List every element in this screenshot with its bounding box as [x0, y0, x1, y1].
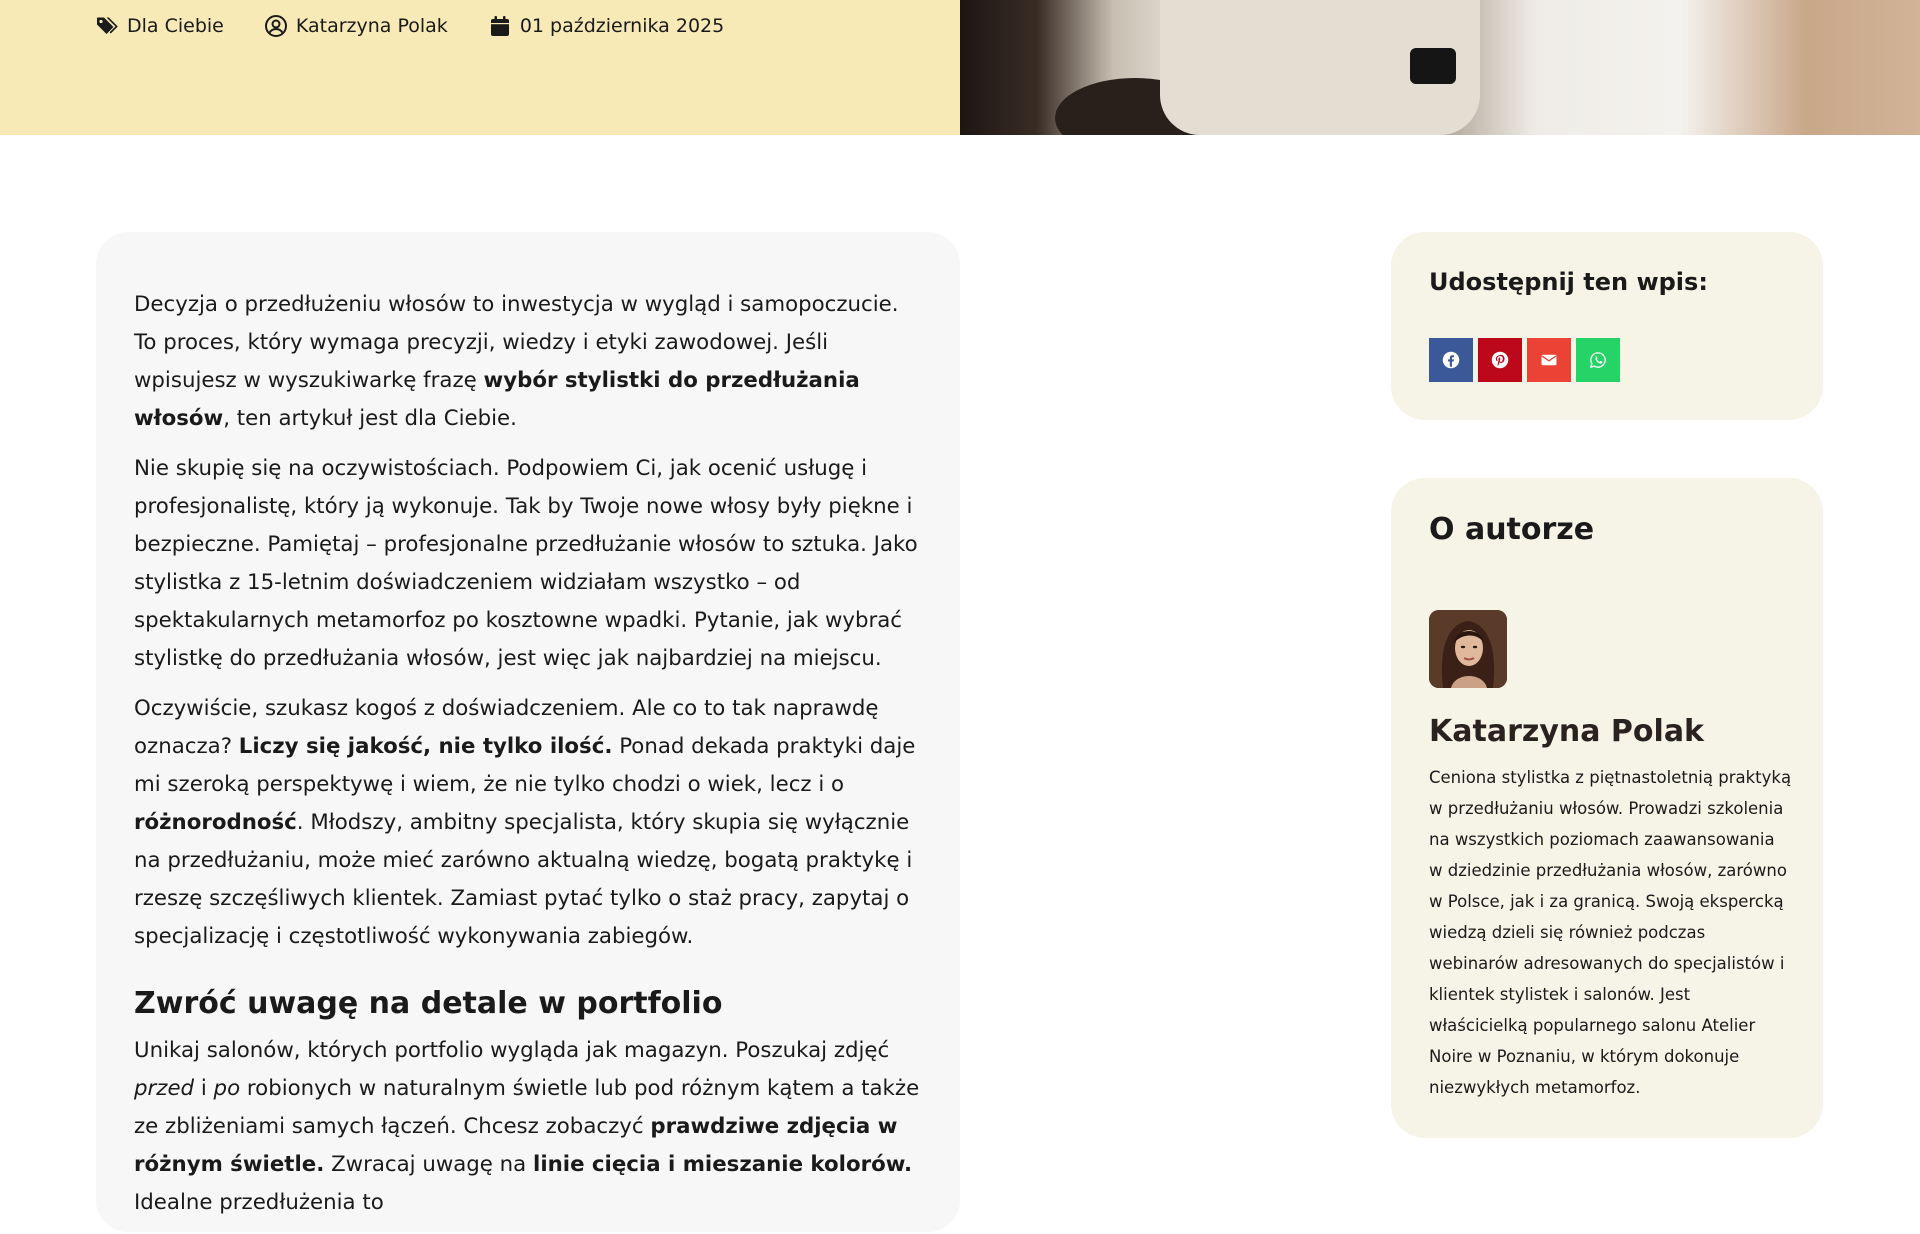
share-pinterest-button[interactable] [1478, 338, 1522, 382]
tags-icon [95, 14, 119, 38]
user-circle-icon [264, 14, 288, 38]
share-buttons [1429, 338, 1620, 382]
hero-image [960, 0, 1920, 135]
article-paragraph-1: Decyzja o przedłużeniu włosów to inwestycja w wygląd i samopoczucie. To proces, który wymaga precyzji, wiedzy i etyki zawodowej. Jeśli wpisujesz w wyszukiwarkę frazę wybór stylistki do przedłużania włosów, ten artykuł jest dla Ciebie. [134, 292, 899, 431]
author-name[interactable]: Katarzyna Polak [1429, 714, 1705, 749]
hero-image-clip [1410, 48, 1456, 84]
meta-author-name: Katarzyna Polak [295, 15, 448, 37]
pinterest-icon [1491, 351, 1509, 369]
meta-category[interactable] [95, 14, 224, 38]
whatsapp-icon [1589, 351, 1607, 369]
share-card [1391, 232, 1823, 420]
article-card [96, 232, 960, 1232]
share-whatsapp-button[interactable] [1576, 338, 1620, 382]
article-paragraph-3: Oczywiście, szukasz kogoś z doświadczeniem. Ale co to tak naprawdę oznacza? Liczy się jakość, nie tylko ilość. Ponad dekada praktyki daje mi szeroką perspektywę i wiem, że nie tylko chodzi o wiek, lecz i o różnorodność. Młodszy, ambitny specjalista, który skupia się wyłącznie na przedłużaniu, może mieć zarówno aktualną wiedzę, bogatą praktykę i rzeszę szczęśliwych klientek. Zamiast pytać tylko o staż pracy, zapytaj o specjalizację i częstotliwość wykonywania zabiegów. [134, 696, 916, 949]
share-email-button[interactable] [1527, 338, 1571, 382]
envelope-icon [1540, 351, 1558, 369]
article-paragraph-2: Nie skupię się na oczywistościach. Podpowiem Ci, jak ocenić usługę i profesjonalistę, który ją wykonuje. Tak by Twoje nowe włosy były piękne i bezpieczne. Pamiętaj – profesjonalne przedłużanie włosów to sztuka. Jako stylistka z 15-letnim doświadczeniem widziałam wszystko – od spektakularnych metamorfoz po kosztowne wpadki. Pytanie, jak wybrać stylistkę do przedłużania włosów, jest więc jak najbardziej na miejscu. [134, 456, 918, 671]
article-paragraph-4: Unikaj salonów, których portfolio wygląda jak magazyn. Poszukaj zdjęć przed i po robionych w naturalnym świetle lub pod różnym kątem a także ze zbliżeniami samych łączeń. Chcesz zobaczyć prawdziwe zdjęcia w różnym świetle. Zwracaj uwagę na linie cięcia i mieszanie kolorów. Idealne przedłużenia to [134, 1038, 920, 1215]
author-avatar-illustration [1429, 610, 1507, 688]
meta-author[interactable] [264, 14, 448, 38]
article-content [134, 286, 924, 1234]
author-avatar [1429, 610, 1507, 688]
share-title: Udostępnij ten wpis: [1429, 268, 1708, 296]
author-heading: O autorze [1429, 512, 1595, 547]
section-heading-portfolio: Zwróć uwagę na detale w portfolio [134, 986, 723, 1021]
author-card [1391, 478, 1823, 1138]
author-bio: Ceniona stylistka z piętnastoletnią praktyką w przedłużaniu włosów. Prowadzi szkolenia na wszystkich poziomach zaawansowania w dziedzinie przedłużania włosów, zarówno w Polsce, jak i za granicą. Swoją ekspercką wiedzą dzieli się również podczas webinarów adresowanych do specjalistów i klientek stylistek i salonów. Jest właścicielką popularnego salonu Atelier Noire w Poznaniu, w którym dokonuje niezwykłych metamorfoz. [1429, 768, 1792, 1097]
calendar-icon [488, 14, 512, 38]
post-meta [95, 14, 724, 38]
share-facebook-button[interactable] [1429, 338, 1473, 382]
facebook-icon [1442, 351, 1460, 369]
hero-banner [0, 0, 960, 135]
meta-date-value: 01 października 2025 [519, 15, 725, 37]
meta-category-label: Dla Ciebie [127, 15, 224, 37]
meta-date [488, 14, 724, 38]
